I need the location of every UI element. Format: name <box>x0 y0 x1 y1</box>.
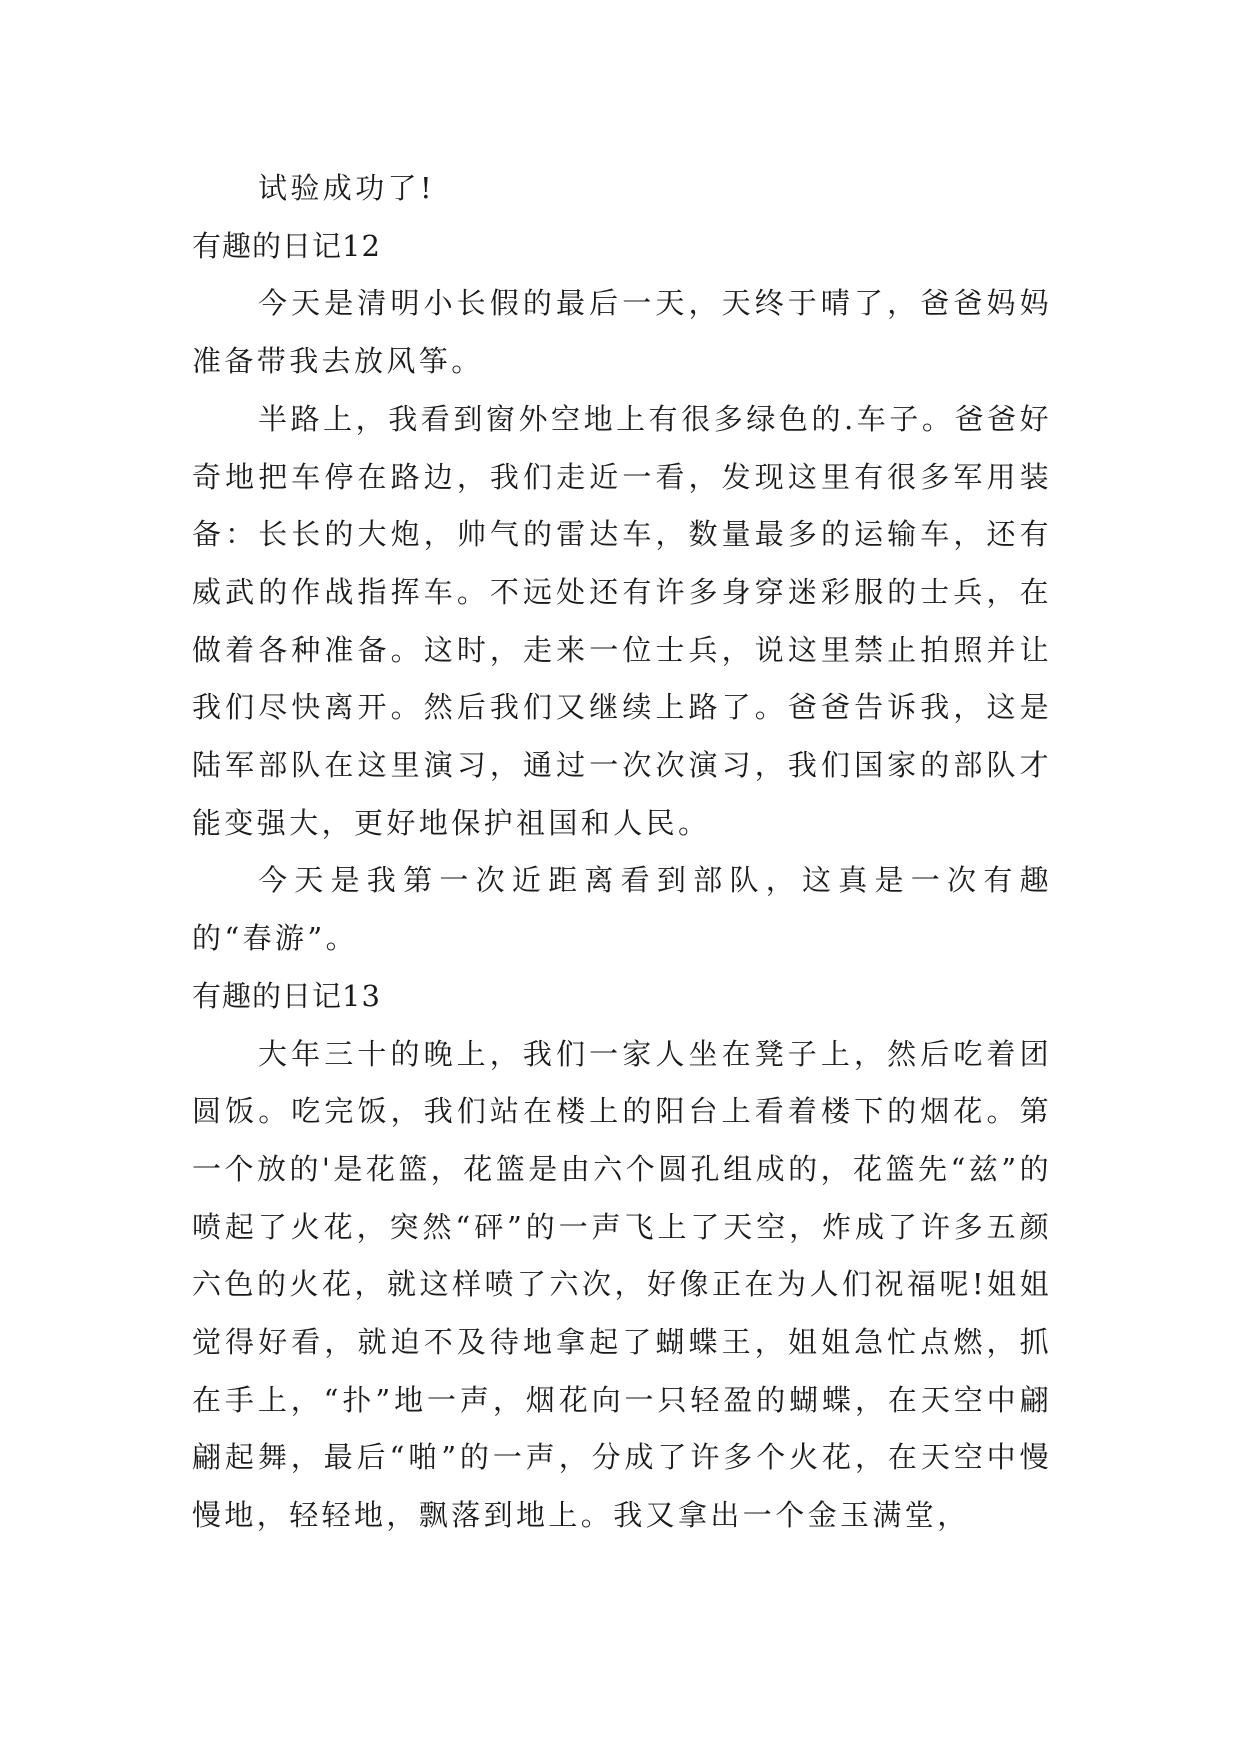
diary-heading-13: 有趣的日记13 <box>192 978 381 1013</box>
document-body <box>192 160 1052 1545</box>
paragraph-spring-outing <box>192 852 1052 967</box>
text-line: 圆饭。吃完饭，我们站在楼上的阳台上看着楼下的烟花。第 <box>192 1094 1052 1129</box>
text-line: 才能变强大，更好地保护祖国和人民。 <box>192 748 1052 840</box>
text-line: 空中慢慢地，轻轻地，飘落到地上。我又拿出一个金玉满堂， <box>192 1440 1052 1533</box>
text-line: 是陆军部队在这里演习，通过一次次演习，我们国家的部队 <box>192 690 1052 783</box>
text-line: 准备带我去放风筝。 <box>192 344 484 379</box>
text-line: 今天是清明小长假的最后一天，天终于晴了，爸爸妈妈 <box>258 286 1052 321</box>
text-line: 好奇地把车停在路边，我们走近一看，发现这里有很多军用 <box>192 401 1052 494</box>
text-line: 抓在手上，“扑”地一声，烟花向一只轻盈的蝴蝶，在天空 <box>192 1325 1052 1417</box>
text-line: “春游”。 <box>224 921 359 956</box>
paragraph-qingming <box>192 275 1052 390</box>
text-line: 在做着各种准备。这时，走来一位士兵，说这里禁止拍照并 <box>192 574 1052 667</box>
text-line: 一个放的'是花篮，花篮是由六个圆孔组成的，花篮先“兹” <box>192 1151 1020 1186</box>
text-line: 半路上，我看到窗外空地上有很多绿色的.车子。爸爸 <box>258 401 1020 436</box>
text-line: 装备：长长的大炮，帅气的雷达车，数量最多的运输车，还 <box>192 459 1052 552</box>
text-line: 姐姐觉得好看，就迫不及待地拿起了蝴蝶王，姐姐急忙点燃， <box>192 1267 1052 1360</box>
text-line: 今天是我第一次近距离看到部队，这真是一次有趣的 <box>192 863 1052 956</box>
text-line: 大年三十的晚上，我们一家人坐在凳子上，然后吃着团 <box>258 1036 1052 1071</box>
text-line: 中翩翩起舞，最后“啪”的一声，分成了许多个火花，在天 <box>192 1382 1052 1475</box>
paragraph-test-success <box>192 160 1052 218</box>
text-line: 五颜六色的火花，就这样喷了六次，好像正在为人们祝福呢! <box>192 1209 1052 1302</box>
paragraph-army <box>192 391 1052 853</box>
text-line: 试验成功了! <box>258 171 436 205</box>
text-line: 让我们尽快离开。然后我们又继续上路了。爸爸告诉我，这 <box>192 632 1052 725</box>
text-line: 有威武的作战指挥车。不远处还有许多身穿迷彩服的士兵， <box>192 517 1052 609</box>
paragraph-fireworks <box>192 1026 1052 1545</box>
text-line: 的喷起了火花，突然“砰”的一声飞上了天空，炸成了许多 <box>192 1151 1052 1244</box>
diary-heading-12: 有趣的日记12 <box>192 228 381 263</box>
